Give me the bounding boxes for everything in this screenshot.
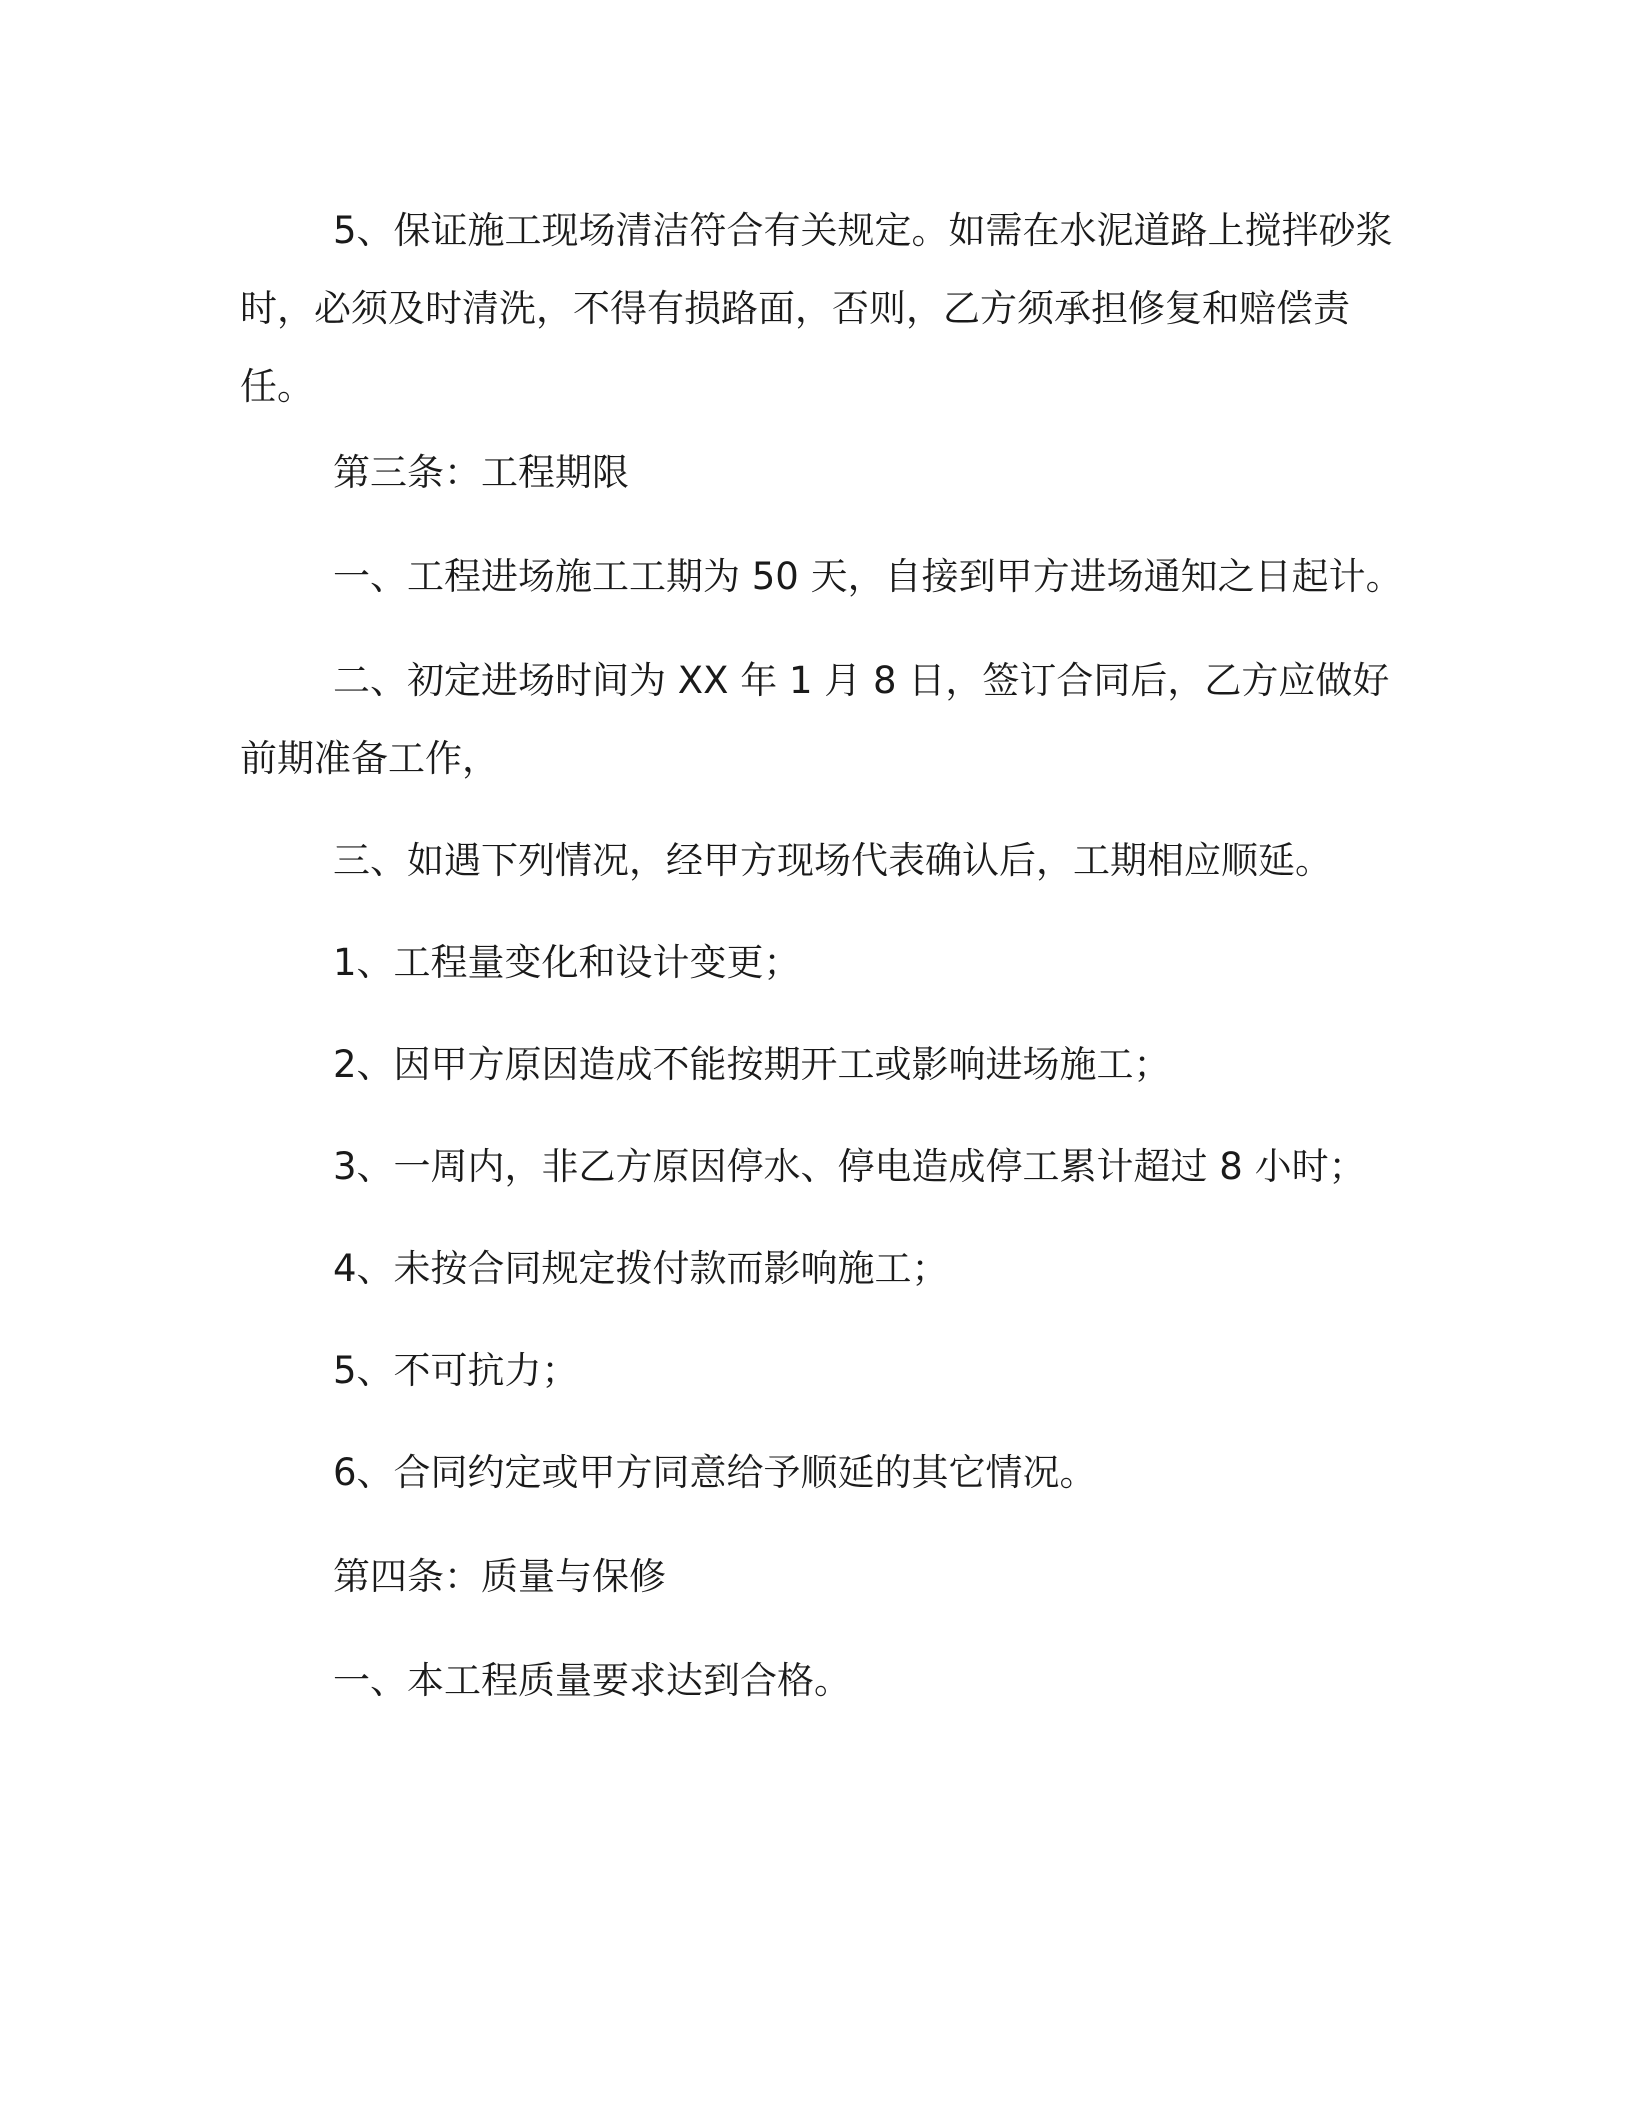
heading-article-3: 第三条：工程期限 xyxy=(333,451,629,494)
list-item-2: 2、因甲方原因造成不能按期开工或影响进场施工； xyxy=(333,1043,1171,1086)
list-item-3: 3、一周内，非乙方原因停水、停电造成停工累计超过 8 小时； xyxy=(333,1145,1366,1188)
paragraph-clause-2-item-5: 5、保证施工现场清洁符合有关规定。如需在水泥道路上搅拌砂浆时，必须及时清洗，不得有损路面，否则，乙方须承担修复和赔偿责任。 xyxy=(240,209,1393,408)
paragraph-period-2: 二、初定进场时间为 XX 年 1 月 8 日，签订合同后，乙方应做好前期准备工作， xyxy=(240,659,1390,780)
list-item-4: 4、未按合同规定拨付款而影响施工； xyxy=(333,1247,949,1290)
list-item-6: 6、合同约定或甲方同意给予顺延的其它情况。 xyxy=(333,1451,1097,1494)
heading-article-4: 第四条：质量与保修 xyxy=(333,1555,666,1598)
paragraph-period-1: 一、工程进场施工工期为 50 天，自接到甲方进场通知之日起计。 xyxy=(333,555,1403,598)
list-item-1: 1、工程量变化和设计变更； xyxy=(333,941,801,984)
paragraph-period-3: 三、如遇下列情况，经甲方现场代表确认后，工期相应顺延。 xyxy=(333,839,1332,882)
list-item-5: 5、不可抗力； xyxy=(333,1349,579,1392)
paragraph-quality-1: 一、本工程质量要求达到合格。 xyxy=(333,1659,851,1702)
